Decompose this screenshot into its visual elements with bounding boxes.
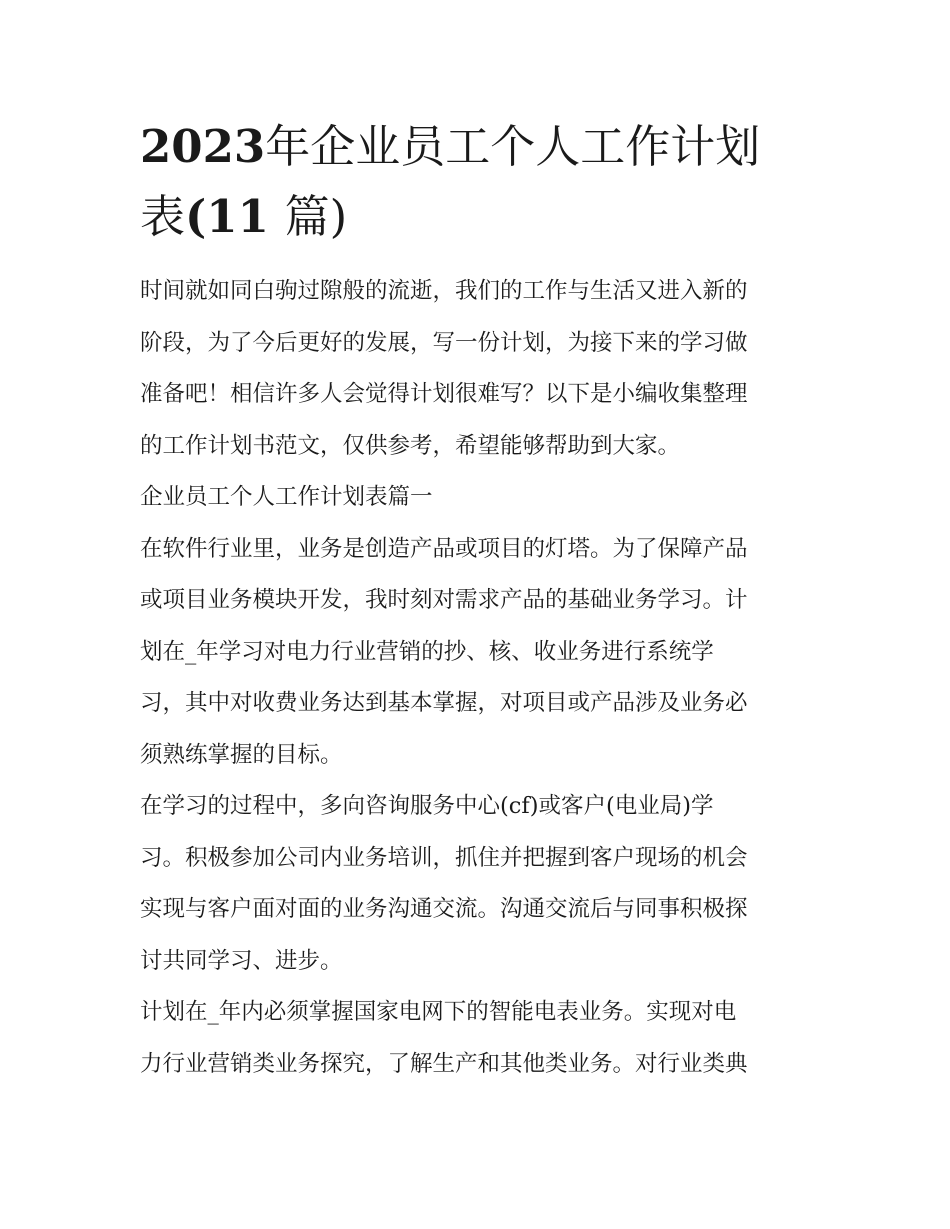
title-text-line1: 年企业员工个人工作计划 [265, 120, 761, 173]
document-page [140, 112, 815, 1090]
body-line: 或项目业务模块开发，我时刻对需求产品的基础业务学习。计 [140, 587, 748, 613]
body-line: 在学习的过程中，多向咨询服务中心(cf)或客户(电业局)学 [140, 793, 714, 819]
body-line: 讨共同学习、进步。 [140, 947, 343, 974]
body-line: 阶段，为了今后更好的发展，写一份计划，为接下来的学习做 [140, 329, 748, 356]
document-title [140, 112, 815, 252]
body-line: 习。积极参加公司内业务培训，抓住并把握到客户现场的机会 [140, 844, 748, 871]
title-text-end: 篇) [284, 190, 348, 243]
body-line: 的工作计划书范文，仅供参考，希望能够帮助到大家。 [140, 432, 681, 459]
body-line: 在软件行业里，业务是创造产品或项目的灯塔。为了保障产品 [140, 535, 748, 562]
body-line: 准备吧！相信许多人会觉得计划很难写？以下是小编收集整理 [140, 381, 748, 407]
body-line: 计划在_年内必须掌握国家电网下的智能电表业务。实现对电 [140, 999, 737, 1025]
title-year: 2023 [140, 120, 266, 173]
body-line: 划在_年学习对电力行业营销的抄、核、收业务进行系统学 [140, 638, 714, 665]
body-line: 须熟练掌握的目标。 [140, 741, 343, 768]
body-line: 时间就如同白驹过隙般的流逝，我们的工作与生活又进入新的 [140, 278, 748, 304]
title-text-line2: 表 [140, 190, 186, 243]
body-line: 力行业营销类业务探究，了解生产和其他类业务。对行业类典 [140, 1050, 748, 1077]
section-heading: 企业员工个人工作计划表篇一 [140, 484, 433, 510]
body-line: 实现与客户面对面的业务沟通交流。沟通交流后与同事积极探 [140, 896, 748, 922]
body-line: 习，其中对收费业务达到基本掌握，对项目或产品涉及业务必 [140, 690, 748, 716]
document-body [140, 266, 815, 1090]
title-count: (11 [185, 190, 269, 243]
